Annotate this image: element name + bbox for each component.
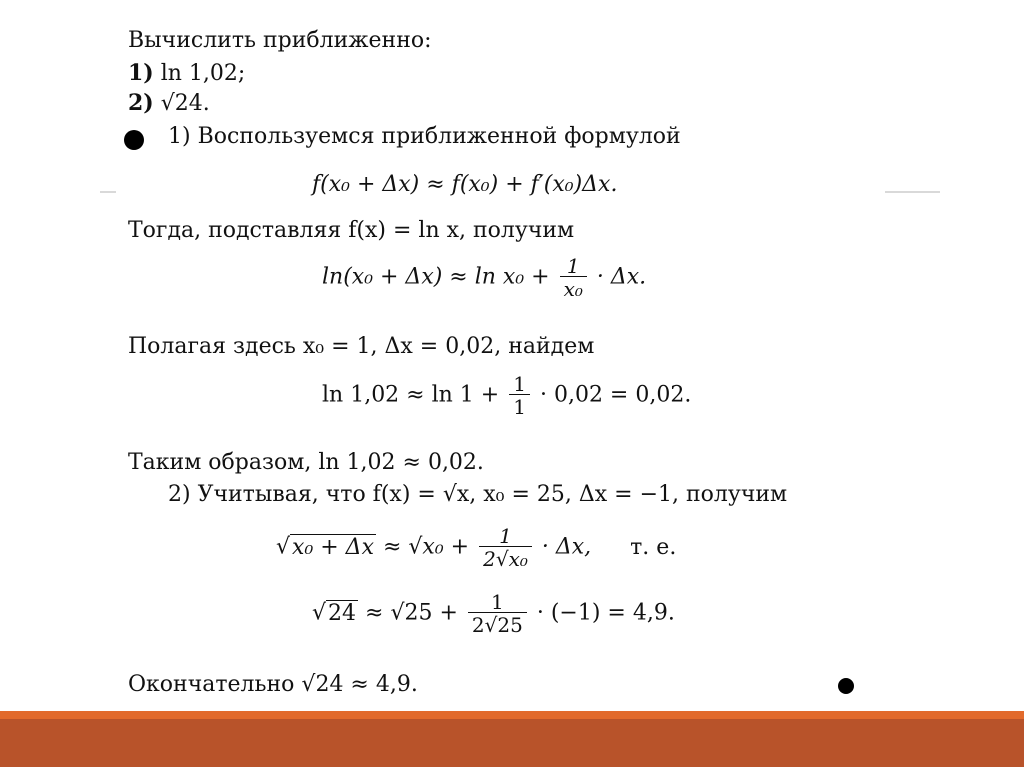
ln-calc-denominator: 1: [509, 394, 530, 417]
task-2-expression: √24.: [160, 91, 210, 116]
sqrt-formula-radicand: x₀ + Δx: [292, 534, 374, 560]
setting-text: Полагая здесь x₀ = 1, Δx = 0,02, найдем: [128, 334, 595, 359]
sqrt-calc-numerator: 1: [491, 590, 504, 614]
intro-text: Вычислить приближенно:: [128, 28, 432, 53]
sqrt-formula-rhs: · Δx,: [541, 534, 592, 560]
document-page: [116, 18, 884, 715]
task-1-number: 1): [128, 60, 154, 86]
sqrt-formula-denominator: 2√x₀: [479, 546, 532, 569]
ln-calc-fraction: [509, 374, 530, 417]
ln-formula-lhs: ln(x₀ + Δx) ≈ ln x₀ +: [322, 264, 550, 290]
sqrt-formula-fraction: [479, 526, 532, 569]
ln-formula-denominator: x₀: [560, 276, 587, 299]
ln-formula-fraction: [560, 256, 587, 299]
sqrt-calc-radicand: 24: [328, 600, 357, 626]
ln-calc-rhs: · 0,02 = 0,02.: [539, 382, 692, 408]
footer-accent-stripe: [0, 711, 1024, 719]
ln-formula-numerator: 1: [566, 254, 580, 278]
solution-1-intro: 1) Воспользуемся приближенной формулой: [168, 124, 681, 149]
final-expression: √24 ≈ 4,9.: [301, 672, 418, 697]
sqrt-formula-note: т. е.: [630, 534, 677, 560]
conclusion-1: Таким образом, ln 1,02 ≈ 0,02.: [128, 450, 484, 475]
sqrt-calc-mid: ≈ √25 +: [365, 600, 458, 626]
final-word: Окончательно: [128, 672, 295, 697]
general-approx-formula: f(x₀ + Δx) ≈ f(x₀) + f′(x₀)Δx.: [312, 172, 618, 197]
task-2-number: 2): [128, 90, 154, 116]
ln-approx-formula: [322, 256, 646, 299]
task-1: [128, 62, 245, 85]
ln-calc-numerator: 1: [513, 372, 526, 396]
solution-2-intro: 2) Учитывая, что f(x) = √x, x₀ = 25, Δx = −1, получим: [168, 482, 788, 507]
end-of-proof-bullet-icon: [838, 678, 854, 694]
final-answer: [128, 674, 418, 696]
sqrt-calculation: √24 ≈ √25 + $\frac{1}{2√25}$ · (−1) = 4,9.: [312, 590, 675, 637]
solution-start-bullet-icon: [124, 130, 144, 150]
sqrt-approx-formula: √x₀ + Δx ≈ √x₀ + $\frac{1}{\text{2√x₀}}$ · Δx, т. е.: [276, 524, 677, 571]
task-1-expression: ln 1,02;: [160, 61, 246, 86]
ln-calculation: [322, 374, 691, 417]
sqrt-calc-fraction: [468, 592, 527, 635]
sqrt-calc-denominator: 2√25: [468, 612, 527, 635]
slide-divider-right: [885, 191, 940, 193]
footer-band: [0, 719, 1024, 767]
ln-formula-rhs: · Δx.: [596, 264, 647, 290]
sqrt-formula-numerator: 1: [499, 524, 512, 548]
then-text: Тогда, подставляя f(x) = ln x, получим: [128, 218, 575, 243]
ln-calc-lhs: ln 1,02 ≈ ln 1 +: [322, 382, 500, 408]
task-2: [128, 92, 210, 115]
sqrt-calc-rhs: · (−1) = 4,9.: [536, 600, 675, 626]
sqrt-formula-mid: ≈ √x₀ +: [382, 534, 470, 560]
